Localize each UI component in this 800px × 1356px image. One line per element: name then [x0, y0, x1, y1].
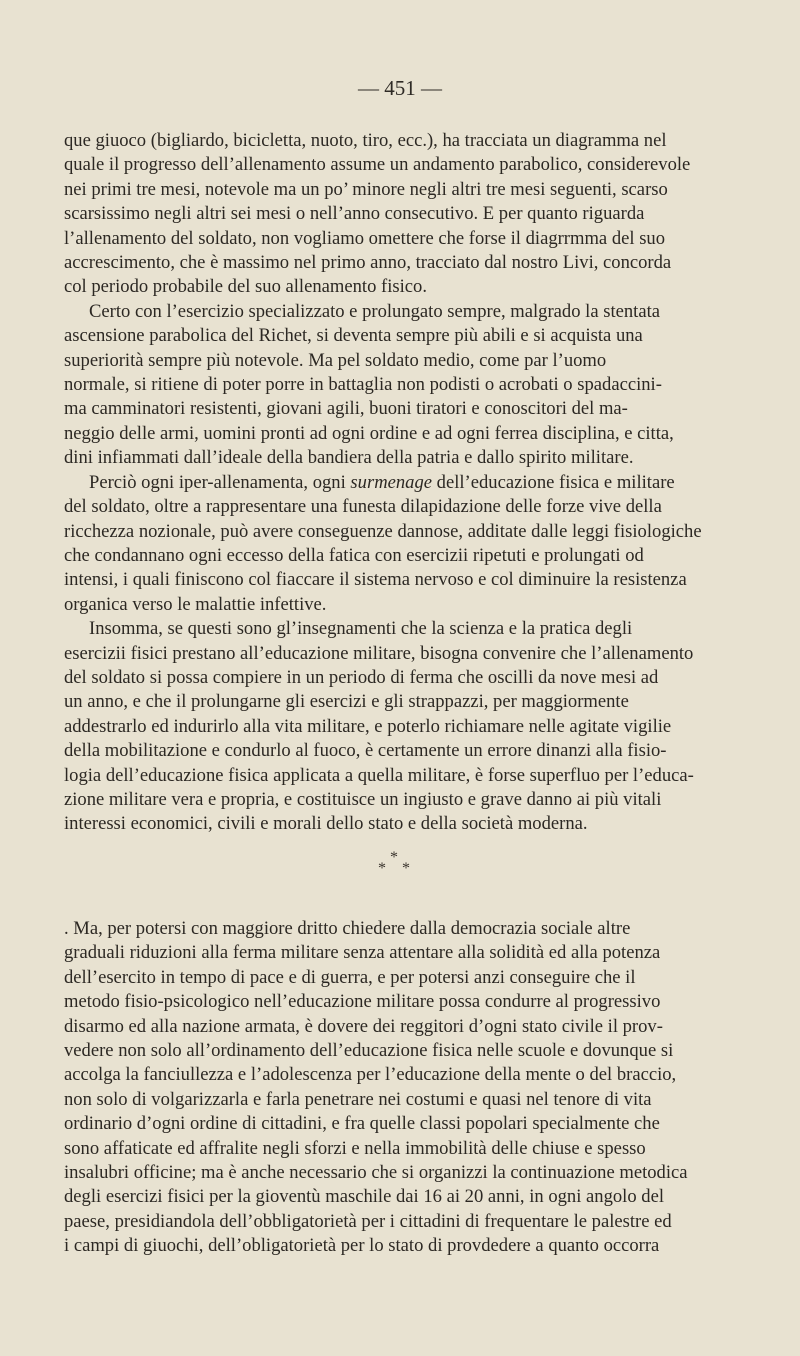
text-block-2	[64, 917, 740, 1259]
text-line: insalubri officine; ma è anche necessario che si organizzi la continuazione metodica	[64, 1162, 688, 1184]
text-line: normale, si ritiene di poter porre in battaglia non podisti o acrobati o spadaccini-	[64, 374, 662, 396]
text-line: col periodo probabile del suo allenamento fisico.	[64, 276, 427, 298]
text-line: esercizii fisici prestano all’educazione militare, bisogna convenire che l’allenamento	[64, 642, 694, 664]
text-line: addestrarlo ed indurirlo alla vita militare, e poterlo richiamare nelle agitate vigilie	[64, 715, 672, 737]
page-number: — 451 —	[358, 76, 442, 100]
text-span: dell’educazione fisica e militare	[436, 471, 675, 493]
text-line: graduali riduzioni alla ferma militare senza attentare alla solidità ed alla potenza	[64, 942, 661, 964]
text-line: della mobilitazione e condurlo al fuoco, è certamente un errore dinanzi alla fisio-	[64, 740, 667, 762]
text-line: zione militare vera e propria, e costituisce un ingiusto e grave danno ai più vitali	[64, 788, 662, 810]
asterisk: *	[402, 860, 410, 877]
text-line: scarsissimo negli altri sei mesi o nell’anno consecutivo. E per quanto riguarda	[64, 203, 645, 225]
text-line: organica verso le malattie infettive.	[64, 593, 327, 615]
text-line: del soldato, oltre a rappresentare una funesta dilapidazione delle forze vive della	[64, 496, 662, 518]
text-block-1	[64, 129, 740, 837]
text-line: ordinario d’ogni ordine di cittadini, e fra quelle classi popolari specialmente che	[64, 1113, 660, 1135]
text-line: dini infiammati dall’ideale della bandiera della patria e dallo spirito militare.	[64, 447, 634, 469]
text-line: que giuoco (bigliardo, bicicletta, nuoto, tiro, ecc.), ha tracciata un diagramma nel	[64, 130, 667, 151]
text-line: logia dell’educazione fisica applicata a quella militare, è forse superfluo per l’educa-	[64, 764, 694, 786]
text-line: interessi economici, civili e morali dello stato e della società moderna.	[64, 813, 588, 835]
text-line: neggio delle armi, uomini pronti ad ogni ordine e ad ogni ferrea disciplina, e citta,	[64, 422, 674, 444]
text-line: intensi, i quali finiscono col fiaccare il sistema nervoso e col diminuire la resistenza	[64, 569, 687, 591]
text-line: quale il progresso dell’allenamento assume un andamento parabolico, considerevole	[64, 154, 691, 176]
text-line: superiorità sempre più notevole. Ma pel soldato medio, come par l’uomo	[64, 349, 607, 371]
text-line: i campi di giuochi, dell’obligatorietà per lo stato di provdedere a quanto occorra	[64, 1235, 660, 1257]
text-line: dell’esercito in tempo di pace e di guerra, e per potersi anzi conseguire che il	[64, 966, 636, 988]
text-line: ma camminatori resistenti, giovani agili, buoni tiratori e conoscitori del ma-	[64, 398, 628, 420]
text-line: Insomma, se questi sono gl’insegnamenti che la scienza e la pratica degli	[89, 618, 633, 640]
text-line: disarmo ed alla nazione armata, è dovere dei reggitori d’ogni stato civile il prov-	[64, 1015, 663, 1037]
text-span: Perciò ogni iper-allenamenta, ogni	[89, 471, 346, 493]
text-line: che condannano ogni eccesso della fatica con esercizii ripetuti e prolungati od	[64, 544, 644, 566]
text-line: metodo fisio-psicologico nell’educazione militare possa condurre al progressivo	[64, 991, 661, 1013]
text-line: sono affaticate ed affralite negli sforzi e nella immobilità delle chiuse e spesso	[64, 1137, 646, 1159]
text-line: accolga la fanciullezza e l’adolescenza per l’educazione della mente o del braccio,	[64, 1064, 677, 1086]
text-line: accrescimento, che è massimo nel primo anno, tracciato dal nostro Livi, concorda	[64, 252, 672, 274]
text-line: ascensione parabolica del Richet, si deventa sempre più abili e si acquista una	[64, 325, 643, 347]
text-line: non solo di volgarizzarla e farla penetrare nei costumi e quasi nel tenore di vita	[64, 1088, 652, 1110]
text-line: nei primi tre mesi, notevole ma un po’ minore negli altri tre mesi seguenti, scarso	[64, 178, 668, 200]
text-line: Certo con l’esercizio specializzato e prolungato sempre, malgrado la stentata	[89, 300, 661, 322]
text-line: . Ma, per potersi con maggiore dritto chiedere dalla democrazia sociale altre	[64, 918, 631, 939]
italic-term: surmenage	[350, 471, 433, 493]
text-line: paese, presidiandola dell’obbligatorietà per i cittadini di frequentare le palestre ed	[64, 1210, 672, 1232]
asterisk: *	[390, 849, 398, 866]
text-line: un anno, e che il prolungarne gli esercizi e gli strappazzi, per maggiormente	[64, 691, 629, 713]
text-line: del soldato si possa compiere in un periodo di ferma che oscilli da nove mesi ad	[64, 666, 659, 688]
text-line: degli esercizi fisici per la gioventù maschile dai 16 ai 20 anni, in ogni angolo del	[64, 1186, 664, 1208]
text-line: vedere non solo all’ordinamento dell’educazione fisica nelle scuole e dovunque si	[64, 1040, 674, 1062]
text-line: ricchezza nozionale, può avere conseguenze dannose, additate dalle leggi fisiologiche	[64, 520, 702, 542]
text-line: l’allenamento del soldato, non vogliamo omettere che forse il diagrrmma del suo	[64, 227, 666, 249]
section-separator	[366, 849, 426, 879]
text-line-with-italic	[64, 471, 740, 495]
asterisk: *	[378, 860, 386, 877]
